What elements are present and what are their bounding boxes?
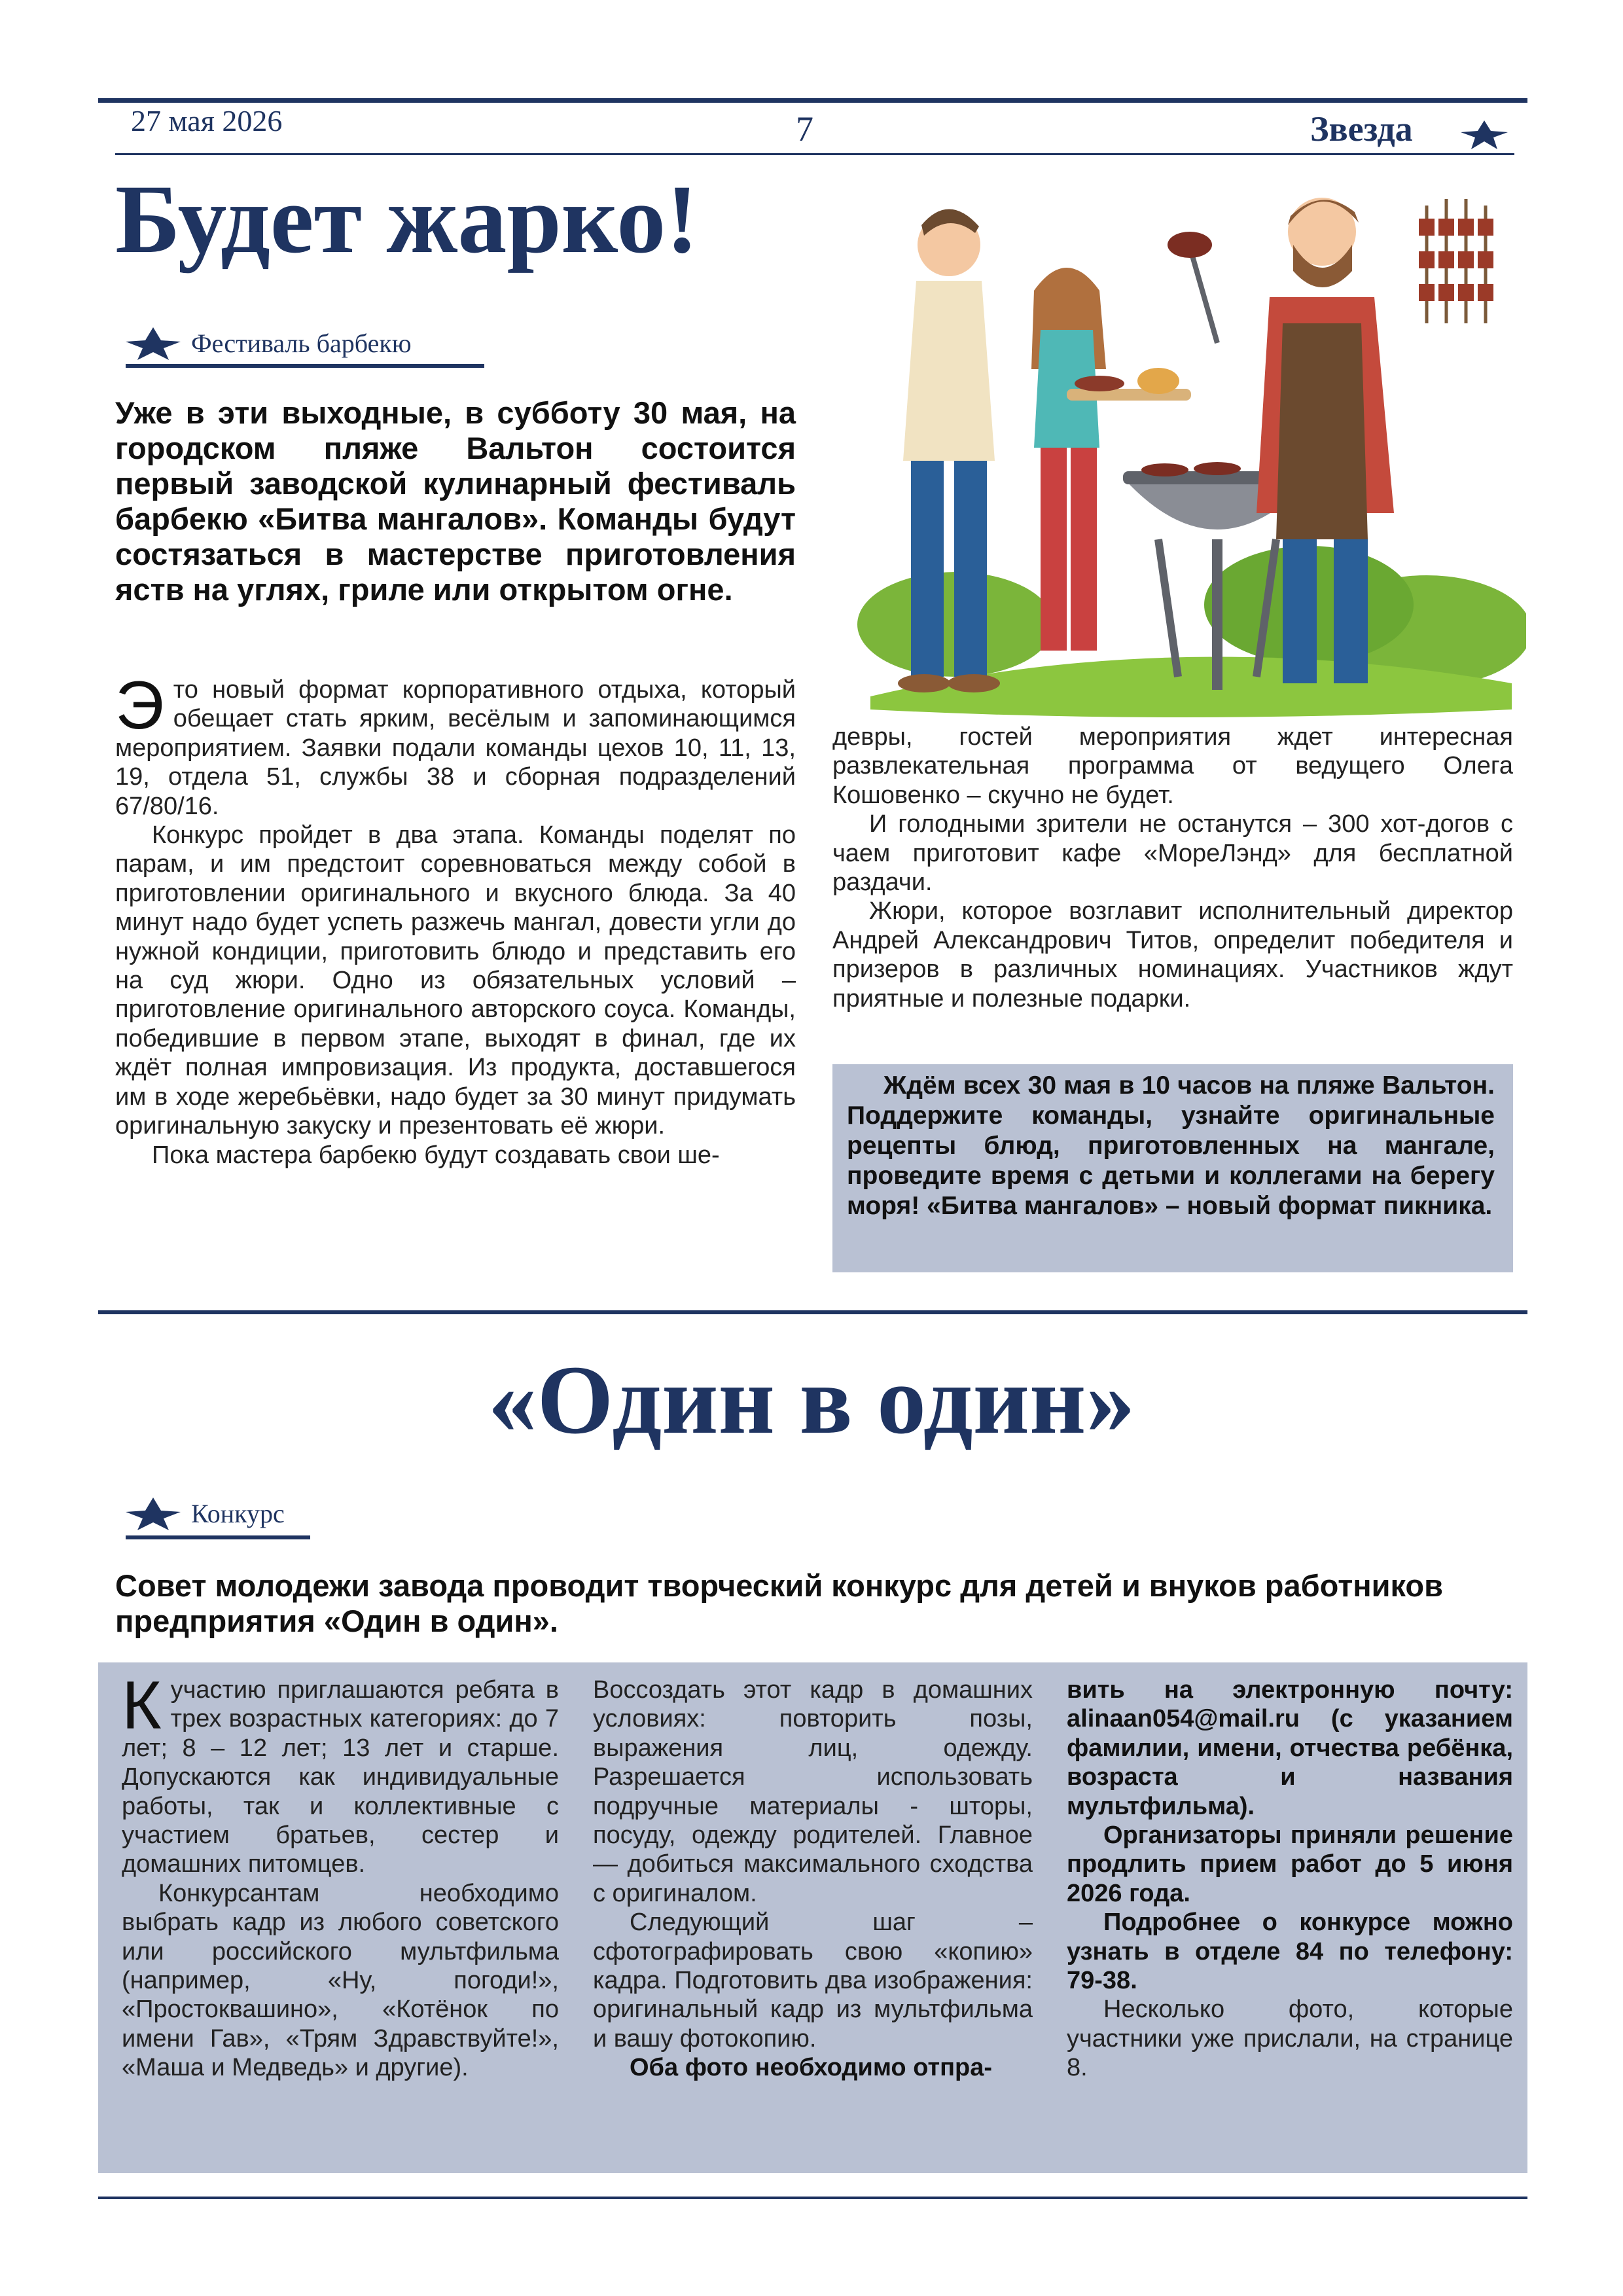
issue-date: 27 мая 2026 [131, 104, 283, 137]
newspaper-name: Звезда [1310, 109, 1413, 149]
star-icon [126, 325, 181, 361]
article-column-2 [832, 723, 1513, 1013]
paragraph: Несколько фото, которые участники уже прислали, на странице 8. [1067, 1996, 1513, 2082]
paragraph: Конкурсантам необходимо выбрать кадр из любого советского или российского мультфильма (например, «Ну, погоди!», «Простоквашино», «Котёнок по имени Гав», «Трям Здравствуйте!», «Маша и Медведь» и другие). [122, 1879, 559, 2082]
paragraph: Подробнее о конкурсе можно узнать в отделе 84 по телефону: 79-38. [1067, 1909, 1513, 1995]
paragraph: Это новый формат корпоративного отдыха, который обещает стать ярким, весёлым и запоминающимся мероприятием. Заявки подали команды цехов 10, 11, 13, 19, отдела 51, службы 38 и сборная подразделений 67/80/16. [115, 668, 796, 820]
article-lead: Совет молодежи завода проводит творческий конкурс для детей и внуков работников предприятия «Один в один». [115, 1568, 1444, 1638]
callout-text: Ждём всех 30 мая в 10 часов на пляже Вальтон. Поддержите команды, узнайте оригинальные рецепты блюд, приготовленных на мангале, проведите время с детьми и коллегами на берегу моря! «Битва мангалов» – новый формат пикника. [847, 1071, 1495, 1220]
star-icon [126, 1495, 181, 1532]
article-column-1 [115, 668, 796, 1170]
star-wings-icon [1461, 118, 1508, 151]
article-title-contest: «Один в один» [488, 1346, 1135, 1454]
article-title-barbecue: Будет жарко! [115, 165, 699, 274]
drop-cap: Э [115, 668, 164, 744]
section-divider [98, 1310, 1527, 1314]
article-lead: Уже в эти выходные, в субботу 30 мая, на городском пляже Вальтон состоится первый заводской кулинарный фестиваль барбекю «Битва мангалов». Команды будут состязаться в мастерстве приготовления яств на углях, гриле или открытом огне. [115, 395, 796, 607]
header-bottom-rule [115, 153, 1514, 155]
paragraph: Кучастию приглашаются ребята в трех возрастных категориях: до 7 лет; 8 – 12 лет; 13 лет и старше. Допускаются как индивидуальные работы, так и коллективные с участием братьев, сестер и домашних питомцев. [122, 1668, 559, 1878]
contest-column-3 [1067, 1676, 1513, 2083]
rubric-label: Конкурс [191, 1498, 285, 1528]
header-top-rule [98, 98, 1527, 103]
contest-column-2 [593, 1676, 1033, 2083]
paragraph: И голодными зрители не останутся – 300 хот-догов с чаем приготовит кафе «МореЛэнд» для бесплатной раздачи. [832, 810, 1513, 897]
rubric-underline [126, 1535, 310, 1539]
paragraph: Воссоздать этот кадр в домашних условиях: повторить позы, выражения лиц, одежду. Разрешается использовать подручные материалы - шторы, посуду, одежду родителей. Главное — добиться максимального сходства с оригиналом. [593, 1676, 1033, 1907]
paragraph: вить на электронную почту: alinaan054@mail.ru (с указанием фамилии, имени, отчества ребёнка, возраста и названия мультфильма). [1067, 1676, 1513, 1820]
page-number: 7 [796, 109, 813, 149]
rubric-barbecue [126, 325, 412, 361]
contest-column-1 [122, 1668, 559, 2083]
rubric-underline [126, 364, 484, 368]
callout-box [832, 1064, 1513, 1272]
footer-rule [98, 2197, 1527, 2199]
rubric-contest [126, 1495, 285, 1532]
paragraph: Следующий шаг – сфотографировать свою «копию» кадра. Подготовить два изображения: оригинальный кадр из мультфильма и вашу фотокопию. [593, 1909, 1033, 2053]
paragraph: Организаторы приняли решение продлить прием работ до 5 июня 2026 года. [1067, 1821, 1513, 1907]
paragraph: Оба фото необходимо отпра- [630, 2054, 993, 2082]
paragraph: Конкурс пройдет в два этапа. Команды поделят по парам, и им предстоит соревноваться между собой в приготовлении оригинального и вкусного блюда. За 40 минут надо будет успеть разжечь мангал, довести угли до нужной кондиции, приготовить блюдо и представить его на суд жюри. Одно из обязательных условий – приготовление оригинального авторского соуса. Команды, победившие в первом этапе, выходят в финал, где их ждёт полная импровизация. Из продукта, доставшегося им в ходе жеребьёвки, надо будет за 30 минут придумать оригинальную закуску и презентовать её жюри. [115, 821, 796, 1140]
paragraph: девры, гостей мероприятия ждет интересная развлекательная программа от ведущего Олега Кошовенко – скучно не будет. [832, 723, 1513, 809]
drop-cap: К [122, 1668, 162, 1744]
bbq-family-illustration [851, 173, 1526, 725]
rubric-label: Фестиваль барбекю [191, 328, 412, 358]
paragraph: Жюри, которое возглавит исполнительный директор Андрей Александрович Титов, определит победителя и призеров в различных номинациях. Участников ждут приятные и полезные подарки. [832, 897, 1513, 1013]
paragraph: Пока мастера барбекю будут создавать свои ше- [152, 1141, 720, 1169]
